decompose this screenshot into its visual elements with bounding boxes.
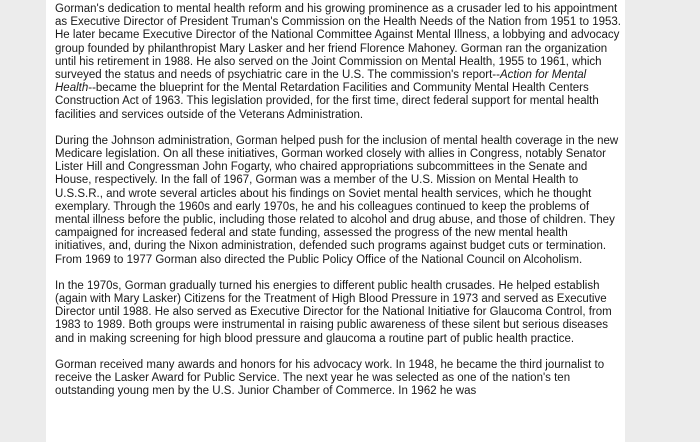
- paragraph-text: In the 1970s, Gorman gradually turned his energies to different public health crusades. He helped establish (again with Mary Lasker) Citizens for the Treatment of High Blood Pressure in 1973 and served as Executive Director until 1988. He also served as Executive Director for the National Initiative for Glaucoma Control, from 1983 to 1989. Both groups were instrumental in raising public awareness of these silent but serious diseases and in making screening for high blood pressure and glaucoma a routine part of public health practice.: [55, 279, 612, 345]
- paragraph-johnson-administration: [55, 135, 621, 267]
- paragraph-text: Gorman's dedication to mental health reform and his growing prominence as a crusader led to his appointment as Executive Director of President Truman's Commission on the Health Needs of the Nation from 1951 to 1953. He later became Executive Director of the National Committee Against Mental Illness, a lobbying and advocacy group founded by philanthropist Mary Lasker and her friend Florence Mahoney. Gorman ran the organization until his retirement in 1988. He also served on the Joint Commission on Mental Health, 1955 to 1961, which surveyed the status and needs of psychiatric care in the U.S. The commission's report--: [55, 3, 621, 82]
- paragraph-text: During the Johnson administration, Gorman helped push for the inclusion of mental health coverage in the new Medicare legislation. On all these initiatives, Gorman worked closely with allies in Congress, notably Senator Lister Hill and Congressman John Fogarty, who chaired appropriations subcommittees in the Senate and House, respectively. In the fall of 1967, Gorman was a member of the U.S. Mission on Mental Health to U.S.S.R., and wrote several articles about his findings on Soviet mental health services, which he thought exemplary. Through the 1960s and early 1970s, he and his colleagues continued to keep the problems of mental illness before the public, including those related to alcohol and drug abuse, and those of children. They campaigned for increased federal and state funding, assessed the progress of the new mental health initiatives, and, during the Nixon administration, defended such programs against budget cuts or termination. From 1969 to 1977 Gorman also directed the Public Policy Office of the National Council on Alcoholism.: [55, 134, 619, 266]
- report-title-italic: Action for Mental Health: [55, 69, 587, 95]
- paragraph-text: --became the blueprint for the Mental Retardation Facilities and Community Mental Health Centers Construction Act of 1963. This legislation provided, for the first time, direct federal support for mental health facilities and services outside of the Veterans Administration.: [55, 82, 599, 121]
- document-body: [46, 0, 625, 398]
- paragraph-career: [55, 3, 621, 122]
- paragraph-text: Gorman received many awards and honors for his advocacy work. In 1948, he became the third journalist to receive the Lasker Award for Public Service. The next year he was selected as one of the nation's ten outstanding young men by the U.S. Junior Chamber of Commerce. In 1962 he was: [55, 358, 605, 398]
- paragraph-1970s-crusades: [55, 280, 621, 346]
- document-page: [46, 0, 625, 442]
- paragraph-awards: [55, 359, 621, 399]
